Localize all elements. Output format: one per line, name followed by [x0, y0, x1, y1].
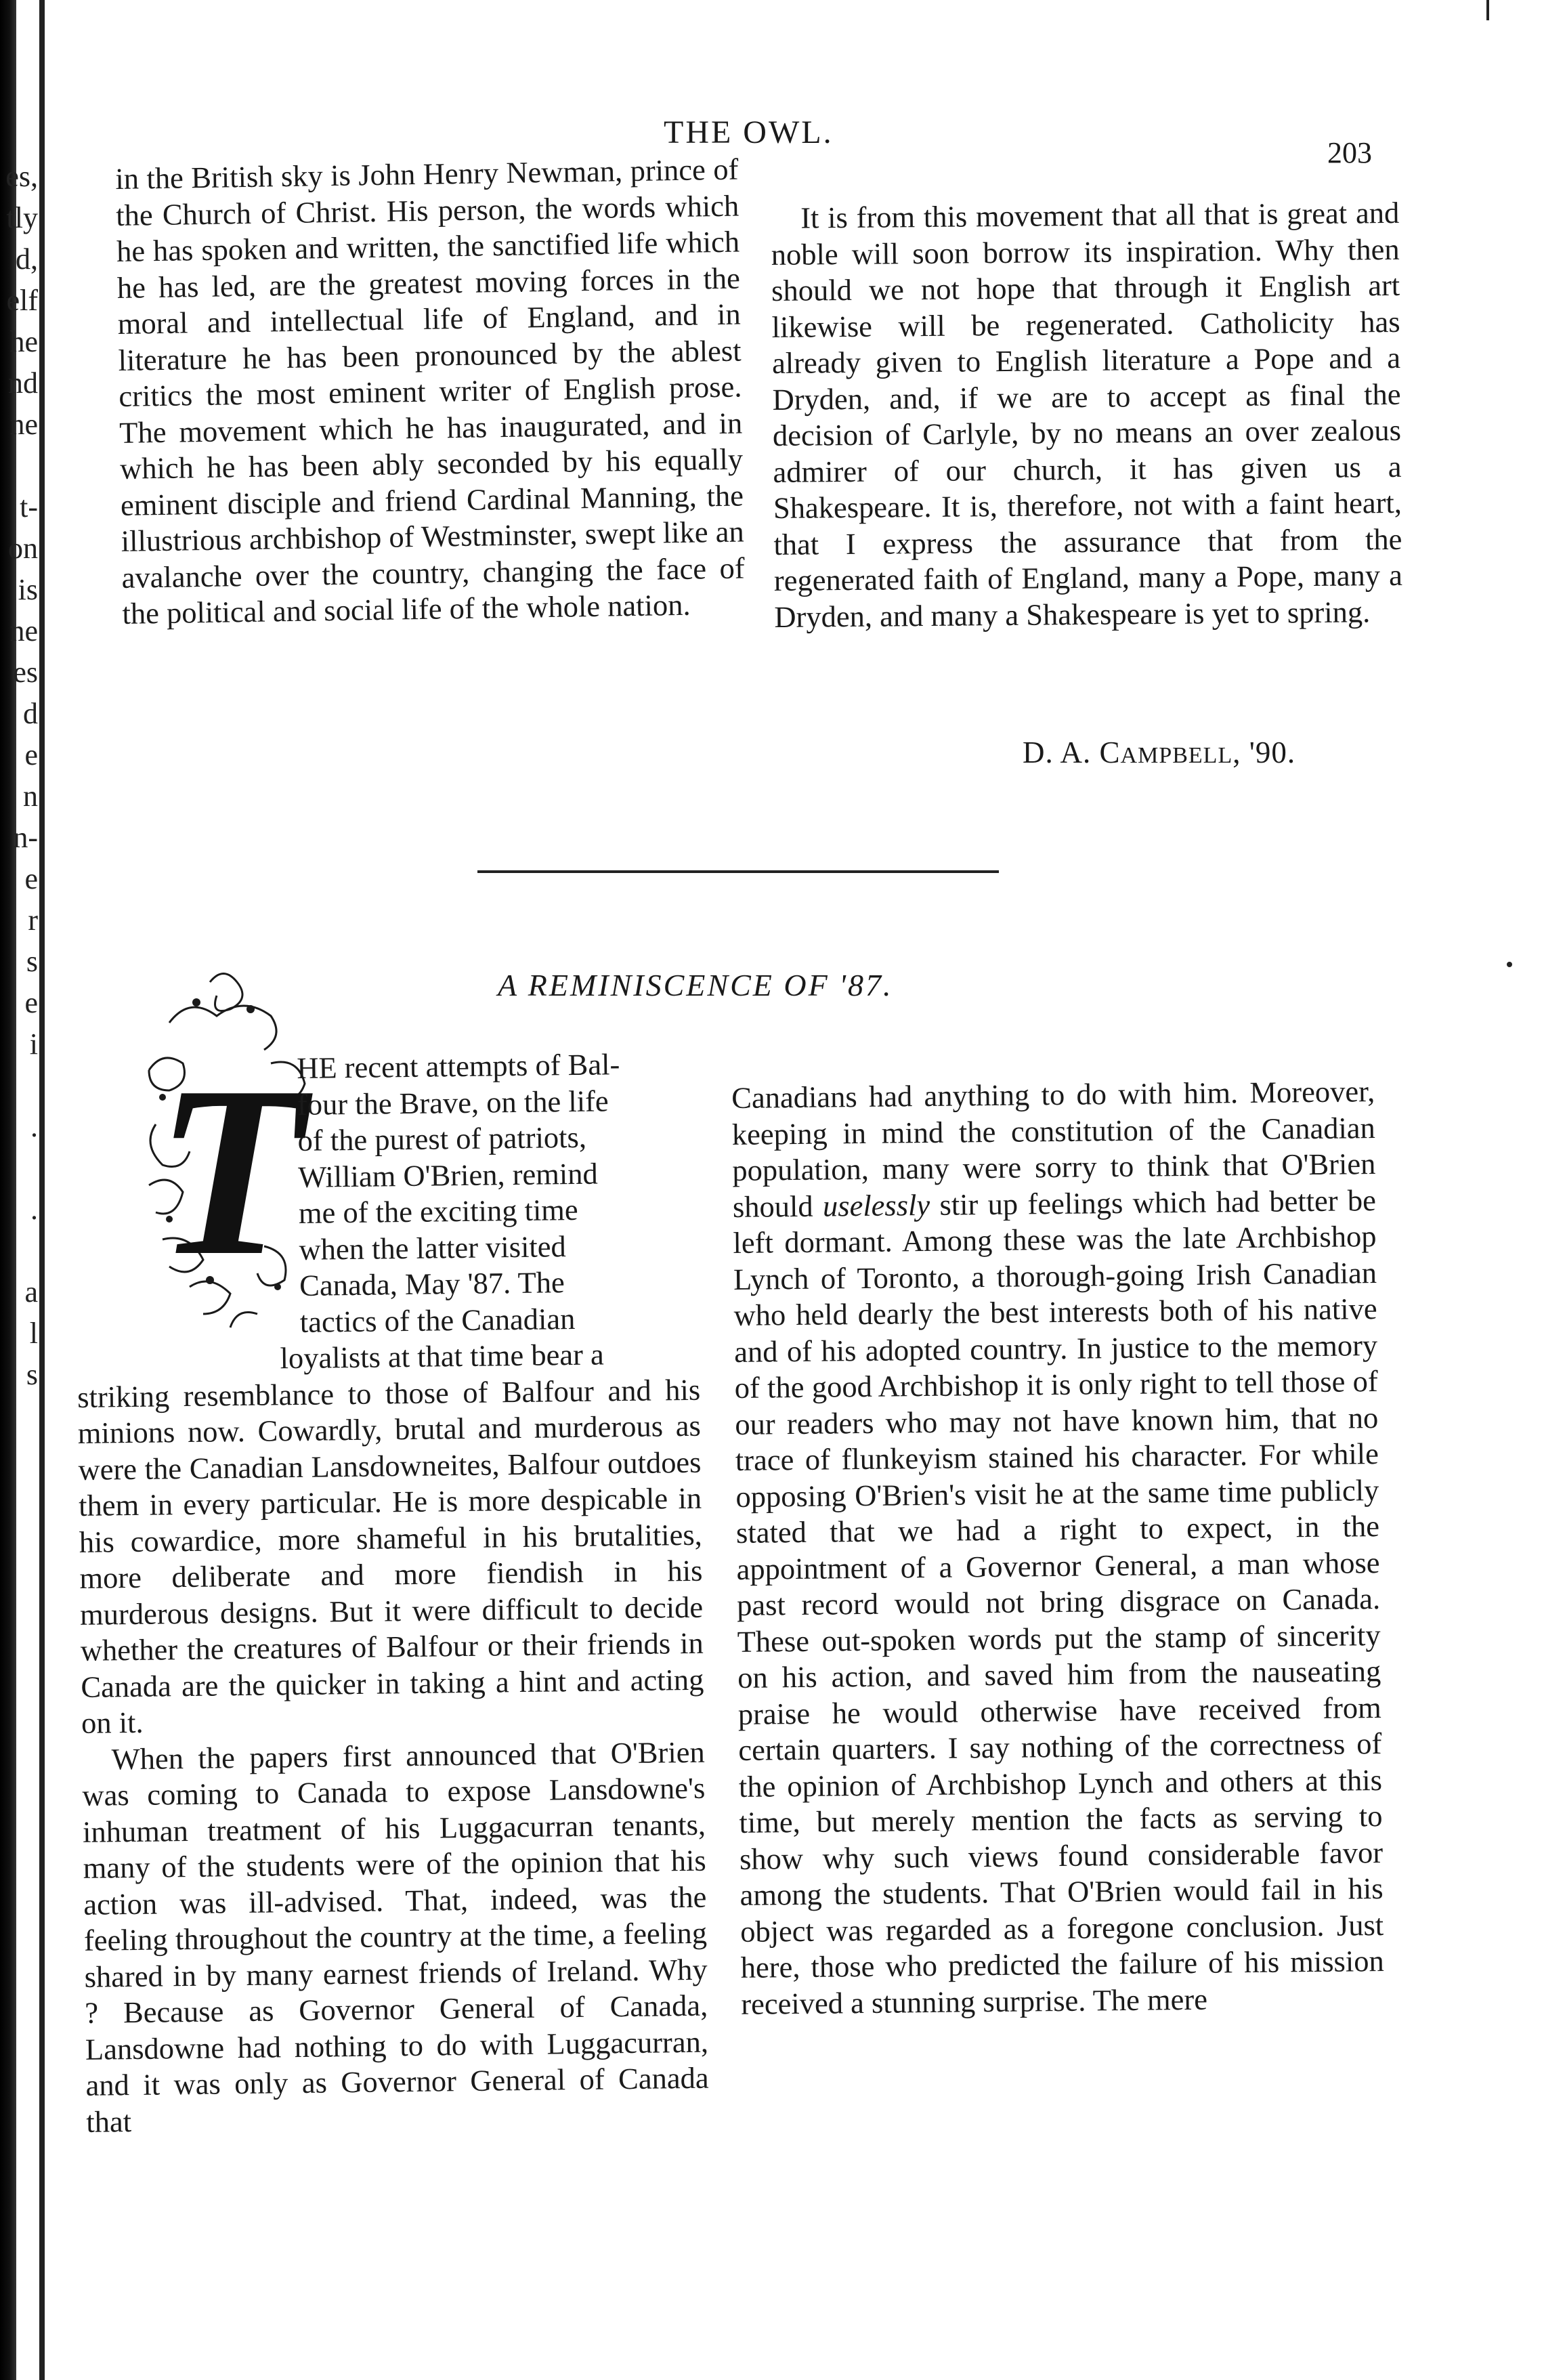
edge-fragment: es, — [5, 160, 38, 193]
edge-fragment: s — [26, 1358, 38, 1391]
edge-fragment: es — [13, 656, 38, 689]
line: William O'Brien, remind — [297, 1156, 599, 1194]
article-column-right — [731, 1074, 1385, 2022]
edge-fragment — [0, 445, 38, 486]
edge-fragment: . — [30, 1193, 38, 1226]
edge-fragment: e — [24, 862, 38, 895]
author-signature — [1023, 735, 1295, 770]
edge-fragment — [0, 1147, 38, 1189]
running-head: THE OWL. — [664, 114, 834, 150]
text-run: stir up feelings which had better be left dormant. Among these was the late Archbishop Lynch of Toronto, a thorough-going Irish Canadian who held dearly the best interests both of his native and of his adopted country. In justice to the memory of the good Archbishop it is only right to tell those of our readers who may not have known him, that no trace of flunkeyism stained his character. For while opposing O'Brien's visit he at the same time publicly stated that we had a right to expect, in the appointment of a Governor General, a man whose past record would not bring disgrace on Canada. These out-spoken words put the stamp of sincerity on his action, and saved him from the nauseating praise he would otherwise have received from certain quarters. I say nothing of the correctness of the opinion of Archbishop Lynch and others at this time, but merely mention the facts as serving to show why such views found considerable favor among the students. That O'Brien would fail in his object was regarded as a foregone conclusion. Just here, those who predicted the failure of his mission received a stunning surprise. The mere — [733, 1183, 1384, 2021]
edge-fragment: a — [24, 1275, 38, 1309]
line: four the Brave, on the life — [297, 1083, 609, 1122]
section-divider — [477, 870, 999, 873]
edge-fragment — [0, 1065, 38, 1106]
edge-fragment — [0, 1230, 38, 1271]
signature-initials: D. A. C — [1023, 736, 1121, 769]
edge-fragment: ne — [9, 408, 38, 441]
binding-line — [39, 0, 45, 2380]
edge-fragment: l — [29, 1317, 38, 1350]
line: of the purest of patriots, — [297, 1120, 587, 1157]
edge-fragment: i — [29, 1027, 38, 1061]
continued-column-right — [771, 195, 1403, 635]
dropcap-wrapped-lines — [297, 1046, 700, 1340]
previous-page-edge — [0, 156, 38, 1437]
edge-fragment: n — [23, 780, 38, 813]
edge-fragment: e — [24, 986, 38, 1019]
edge-fragment: ne — [9, 614, 38, 647]
edge-fragment: s — [26, 945, 38, 978]
edge-fragment: . — [30, 1110, 38, 1143]
edge-fragment: on — [8, 532, 38, 565]
edge-fragment: d, — [16, 242, 38, 276]
edge-fragment: n- — [13, 821, 38, 854]
corner-mark — [1486, 0, 1489, 20]
paragraph: When the papers first announced that O'Brien was coming to Canada to expose Lansdowne's inhuman treatment of his Luggacurran tenants, many of the students were of the opinion that his action was ill-advised. That, indeed, was the feeling throughout the country at the time, a feeling shared in by many earnest friends of Ireland. Why ? Because as Governor General of Canada, Lansdowne had nothing to do with Luggacurran, and it was only as Governor General of Canada that — [82, 1735, 709, 2139]
line: me of the exciting time — [298, 1192, 578, 1230]
edge-fragment: r — [28, 904, 38, 937]
signature-surname: AMPBELL — [1120, 743, 1233, 768]
edge-fragment: he — [9, 325, 38, 358]
paragraph: striking resemblance to those of Balfour and his minions now. Cowardly, brutal and murderous as were the Canadian Lansdowneites, Balfour outdoes them in every particular. He is more despicable in his cowardice, more shameful in his brutalities, more deliberate and more fiendish in his murderous designs. But it were difficult to decide whether the creatures of Balfour or their friends in Canada are the quicker in taking a hint and acting on it. — [77, 1372, 704, 1740]
line: HE recent attempts of Bal- — [296, 1047, 620, 1085]
edge-fragment: e — [24, 738, 38, 771]
dropcap-letter: T — [156, 1036, 305, 1306]
line: loyalists at that time bear a — [280, 1337, 605, 1376]
edge-fragment: is — [18, 573, 38, 606]
page-number: 203 — [1327, 136, 1372, 169]
paragraph — [731, 1074, 1385, 2022]
edge-fragment — [0, 1395, 38, 1437]
paragraph: It is from this movement that all that is great and noble will soon borrow its inspiration. Why then should we not hope that through it English art likewise will be regenerated. Catholicity has already given to English literature a Pope and a Dryden, and, if we are to accept as final the decision of Carlyle, by no means an over zealous admirer of our church, it has given us a Shakespeare. It is, therefore, not with a faint heart, that I express the assurance that from the regenerated faith of England, many a Pope, many a Dryden, and many a Shakespeare is yet to spring. — [771, 195, 1403, 634]
continued-column-left — [115, 152, 746, 633]
edge-fragment: nd — [8, 366, 38, 400]
edge-fragment: elf — [6, 284, 38, 317]
edge-fragment: t- — [20, 490, 38, 524]
signature-year: , '90. — [1232, 736, 1296, 769]
edge-fragment: tly — [6, 201, 38, 234]
line: when the latter visited — [299, 1229, 567, 1267]
article-column-left — [73, 1046, 710, 2140]
article-title: A REMINISCENCE OF '87. — [498, 968, 893, 1002]
line: Canada, May '87. The — [299, 1265, 565, 1302]
edge-fragment: d — [23, 697, 38, 730]
line: tactics of the Canadian — [299, 1301, 576, 1339]
margin-dot — [1507, 962, 1512, 967]
text-run: Canadians had anything to do with him. Moreover, keeping in mind the constitution of the Canadian population, many were sorry to think that O'Brien should — [731, 1074, 1376, 1224]
italic-word: uselessly — [822, 1187, 930, 1223]
paragraph: in the British sky is John Henry Newman, prince of the Church of Christ. His person, the words which he has spoken and written, the sanctified life which he has led, are the greatest moving forces in the moral and intellectual life of England, and in literature he has been pronounced by the ablest critics the most eminent writer of English prose. The movement which he has inaugurated, and in which he has been ably seconded by his equally eminent disciple and friend Cardinal Manning, the illustrious archbishop of Westminster, swept like an avalanche over the country, changing the face of the political and social life of the whole nation. — [115, 152, 745, 631]
